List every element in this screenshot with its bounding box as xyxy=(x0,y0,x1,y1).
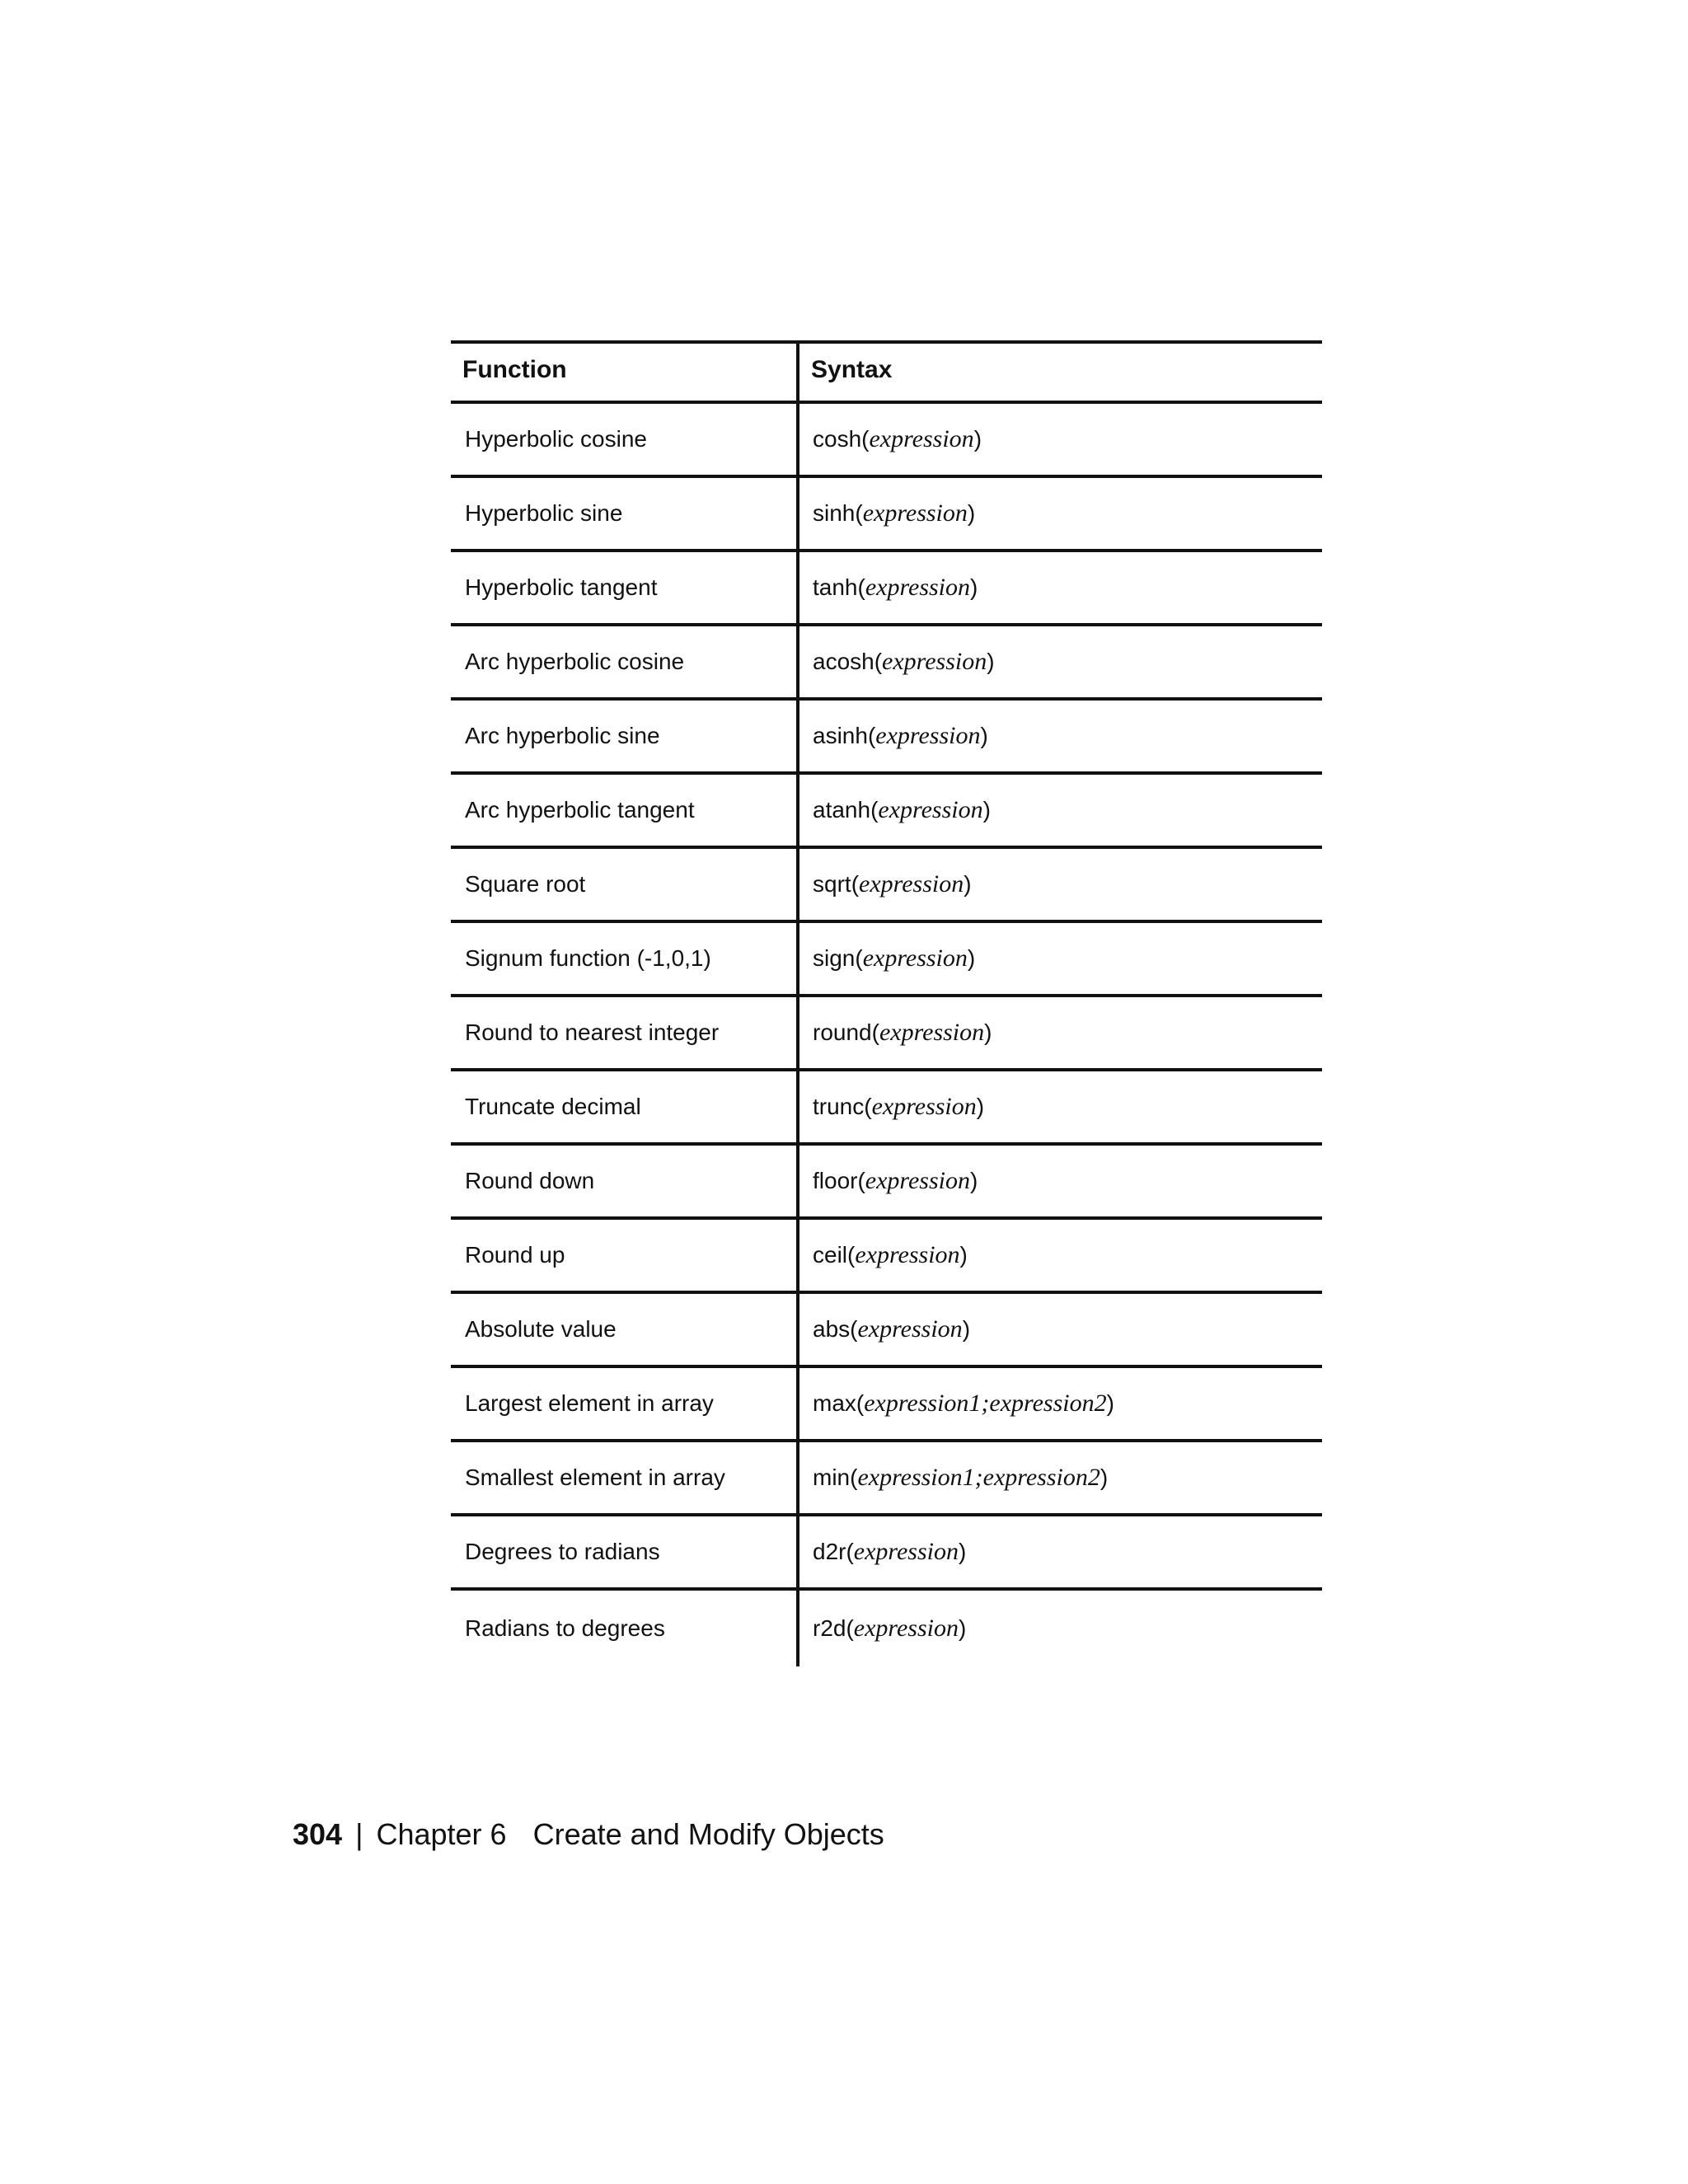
syntax-close-paren: ) xyxy=(984,1019,992,1045)
syntax-cell xyxy=(799,701,1322,771)
syntax-function-name: sign xyxy=(813,945,856,971)
syntax-open-paren: ( xyxy=(850,1316,858,1342)
syntax-open-paren: ( xyxy=(870,797,879,823)
syntax-function-name: sinh xyxy=(813,500,856,526)
chapter-label: Chapter 6 xyxy=(376,1817,507,1851)
syntax-function-name: sqrt xyxy=(813,871,851,897)
syntax-function-name: atanh xyxy=(813,797,871,823)
syntax-cell xyxy=(799,1294,1322,1365)
syntax-close-paren: ) xyxy=(1106,1390,1114,1416)
table-row xyxy=(451,1294,1322,1368)
syntax-open-paren: ( xyxy=(851,871,860,897)
function-cell: Absolute value xyxy=(451,1294,799,1365)
syntax-open-paren: ( xyxy=(846,1539,854,1564)
table-row xyxy=(451,552,1322,626)
table-row xyxy=(451,923,1322,997)
page-footer xyxy=(293,1817,884,1852)
syntax-close-paren: ) xyxy=(959,1242,968,1268)
table-row xyxy=(451,849,1322,923)
syntax-function-name: acosh xyxy=(813,649,874,674)
syntax-function-name: asinh xyxy=(813,723,868,748)
syntax-argument: expression xyxy=(865,574,971,601)
table-row xyxy=(451,404,1322,478)
syntax-open-paren: ( xyxy=(867,723,876,748)
syntax-argument: expression xyxy=(862,944,968,972)
syntax-argument: expression xyxy=(871,1093,977,1120)
syntax-argument: expression xyxy=(853,1615,959,1642)
syntax-function-name: max xyxy=(813,1390,856,1416)
syntax-close-paren: ) xyxy=(967,500,976,526)
function-cell: Arc hyperbolic cosine xyxy=(451,626,799,697)
function-cell: Hyperbolic cosine xyxy=(451,404,799,475)
syntax-function-name: min xyxy=(813,1465,851,1490)
syntax-function-name: tanh xyxy=(813,574,858,600)
syntax-argument: expression xyxy=(857,1315,963,1343)
function-cell: Arc hyperbolic sine xyxy=(451,701,799,771)
syntax-close-paren: ) xyxy=(962,1316,971,1342)
syntax-open-paren: ( xyxy=(864,1094,872,1119)
syntax-function-name: cosh xyxy=(813,426,862,452)
syntax-argument: expression xyxy=(878,796,983,823)
function-cell: Truncate decimal xyxy=(451,1071,799,1142)
syntax-open-paren: ( xyxy=(846,1615,854,1641)
table-row xyxy=(451,1591,1322,1666)
syntax-cell xyxy=(799,1071,1322,1142)
syntax-cell xyxy=(799,478,1322,549)
table-row xyxy=(451,1071,1322,1146)
syntax-cell xyxy=(799,1146,1322,1216)
page-number: 304 xyxy=(293,1817,343,1851)
syntax-cell xyxy=(799,1220,1322,1291)
syntax-cell xyxy=(799,775,1322,846)
syntax-open-paren: ( xyxy=(850,1465,858,1490)
syntax-cell xyxy=(799,849,1322,920)
function-cell: Hyperbolic tangent xyxy=(451,552,799,623)
table-row xyxy=(451,1516,1322,1591)
syntax-cell xyxy=(799,626,1322,697)
function-cell: Signum function (-1,0,1) xyxy=(451,923,799,994)
table-row xyxy=(451,775,1322,849)
function-cell: Arc hyperbolic tangent xyxy=(451,775,799,846)
syntax-close-paren: ) xyxy=(1100,1465,1109,1490)
syntax-function-name: r2d xyxy=(813,1615,846,1641)
syntax-open-paren: ( xyxy=(874,649,883,674)
syntax-cell xyxy=(799,552,1322,623)
function-cell: Round down xyxy=(451,1146,799,1216)
function-cell: Square root xyxy=(451,849,799,920)
syntax-open-paren: ( xyxy=(856,1390,865,1416)
function-cell: Round up xyxy=(451,1220,799,1291)
table-row xyxy=(451,1220,1322,1294)
syntax-cell xyxy=(799,1368,1322,1439)
column-header-syntax: Syntax xyxy=(811,355,893,383)
syntax-close-paren: ) xyxy=(970,574,978,600)
syntax-function-name: floor xyxy=(813,1168,858,1193)
syntax-open-paren: ( xyxy=(861,426,870,452)
function-cell: Hyperbolic sine xyxy=(451,478,799,549)
syntax-open-paren: ( xyxy=(855,945,863,971)
syntax-close-paren: ) xyxy=(964,871,972,897)
syntax-cell xyxy=(799,997,1322,1068)
syntax-close-paren: ) xyxy=(982,797,991,823)
table-row xyxy=(451,626,1322,701)
syntax-close-paren: ) xyxy=(959,1539,967,1564)
syntax-close-paren: ) xyxy=(970,1168,978,1193)
syntax-close-paren: ) xyxy=(973,426,982,452)
table-row xyxy=(451,1442,1322,1516)
table-row xyxy=(451,1146,1322,1220)
syntax-open-paren: ( xyxy=(855,500,863,526)
syntax-argument: expression xyxy=(862,499,968,527)
syntax-argument: expression xyxy=(882,648,987,675)
chapter-title: Create and Modify Objects xyxy=(532,1817,884,1851)
syntax-cell xyxy=(799,404,1322,475)
syntax-open-paren: ( xyxy=(857,1168,865,1193)
syntax-open-paren: ( xyxy=(857,574,865,600)
syntax-argument: expression xyxy=(855,1241,960,1268)
syntax-argument: expression1;expression2 xyxy=(864,1390,1107,1417)
syntax-argument: expression xyxy=(865,1167,970,1194)
syntax-close-paren: ) xyxy=(980,723,988,748)
syntax-function-name: trunc xyxy=(813,1094,865,1119)
function-cell: Largest element in array xyxy=(451,1368,799,1439)
column-header-function: Function xyxy=(451,344,799,401)
function-cell: Round to nearest integer xyxy=(451,997,799,1068)
syntax-argument: expression xyxy=(875,722,981,749)
syntax-close-paren: ) xyxy=(959,1615,967,1641)
table-body xyxy=(451,404,1322,1666)
functions-table xyxy=(451,340,1322,1666)
syntax-cell xyxy=(799,1442,1322,1513)
table-row xyxy=(451,997,1322,1071)
table-row xyxy=(451,701,1322,775)
syntax-argument: expression xyxy=(859,870,964,898)
syntax-close-paren: ) xyxy=(987,649,995,674)
syntax-close-paren: ) xyxy=(967,945,976,971)
function-cell: Radians to degrees xyxy=(451,1591,799,1666)
syntax-argument: expression xyxy=(869,425,974,452)
syntax-argument: expression xyxy=(879,1019,985,1046)
table-header-row xyxy=(451,344,1322,404)
syntax-argument: expression1;expression2 xyxy=(857,1464,1100,1491)
table-row xyxy=(451,1368,1322,1442)
syntax-function-name: round xyxy=(813,1019,872,1045)
syntax-cell xyxy=(799,1516,1322,1587)
syntax-argument: expression xyxy=(853,1538,959,1565)
footer-separator: | xyxy=(355,1817,363,1851)
function-cell: Smallest element in array xyxy=(451,1442,799,1513)
syntax-open-paren: ( xyxy=(847,1242,856,1268)
syntax-cell xyxy=(799,1591,1322,1666)
syntax-function-name: abs xyxy=(813,1316,851,1342)
function-cell: Degrees to radians xyxy=(451,1516,799,1587)
syntax-cell xyxy=(799,923,1322,994)
table-row xyxy=(451,478,1322,552)
syntax-function-name: ceil xyxy=(813,1242,848,1268)
syntax-open-paren: ( xyxy=(871,1019,879,1045)
syntax-close-paren: ) xyxy=(976,1094,985,1119)
syntax-function-name: d2r xyxy=(813,1539,846,1564)
